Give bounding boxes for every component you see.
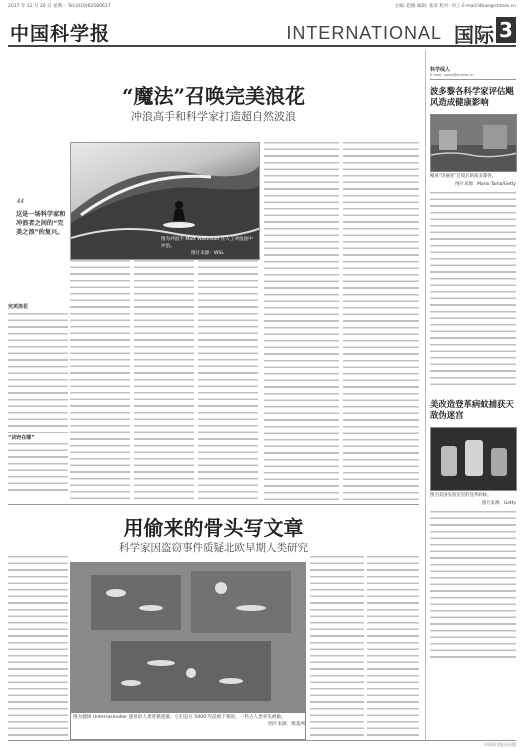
sidebar-story1-text [430, 192, 516, 387]
section-head-2: “诀窍在哪” [8, 434, 35, 441]
mosquito-lab-image [431, 428, 517, 491]
article2-subtitle: 科学家因盗窃事件质疑北欧早期人类研究 [119, 542, 308, 554]
section-head-1: 完美浪花 [8, 304, 29, 310]
sidebar-story1-credit: 图片来源：Mario Tama/Getty [455, 182, 516, 187]
sidebar-email: E-mail: xwsb@stimes.cn [430, 73, 474, 77]
section-name-en: INTERNATIONAL [286, 23, 442, 43]
article2-column-5 [367, 556, 419, 740]
sidebar [425, 50, 516, 740]
pull-quote: “ 这是一场科学家和冲浪者之间的“完美之浪”的复兴。 [16, 200, 68, 237]
sidebar-section-label: 科学线人 E-mail: xwsb@stimes.cn [430, 66, 516, 80]
article1-column-1 [8, 260, 68, 500]
article1-column-2 [70, 260, 130, 500]
article1-title: “魔法”召唤完美浪花 [121, 84, 305, 108]
sidebar-story2-text [430, 511, 516, 661]
article1-column-4 [198, 260, 258, 500]
masthead [8, 13, 516, 47]
sidebar-story1-photo [430, 114, 517, 172]
article1-column-6 [343, 142, 419, 500]
flood-image [431, 115, 517, 172]
excavation-image [71, 563, 306, 713]
article2-column-1 [8, 556, 68, 740]
article-divider [8, 504, 419, 505]
sidebar-story1-caption: 飓风“玛丽亚”过境后的波多黎各。 [430, 174, 497, 179]
sidebar-story2-caption: 图为美国实验室里的登革病蚊。 [430, 493, 492, 498]
dateline-bar [8, 3, 516, 9]
section-name-cn: 国际 [454, 23, 494, 47]
footer: 中国科学报社出版 [8, 740, 516, 748]
dateline-right: 主编: 赵路 编辑: 张章 校对: 何工 E-mail:ldhao@stimes.cn [394, 4, 516, 9]
page-number: 3 [496, 17, 516, 43]
dateline-left: 2017 年 11 月 20 日 星期一 Tel:(010)62580617 [8, 4, 111, 9]
sidebar-story2-photo [430, 427, 517, 491]
quote-mark-icon: “ [16, 197, 26, 213]
article1-subtitle: 冲浪高手和科学家打造超自然波浪 [131, 110, 296, 123]
article2-photo [70, 562, 306, 740]
sidebar-story1-title: 波多黎各科学家评估飓风造成健康影响 [430, 86, 514, 107]
main-content [8, 50, 419, 740]
sidebar-story2-title: 美改造登革病蚊捕获天敌伪迷宫 [430, 399, 514, 420]
article1-photo [70, 142, 260, 260]
sidebar-story2-credit: 图片来源：Getty [481, 501, 516, 506]
article1-column-3 [134, 260, 194, 500]
article2-photo-caption: 图为德国 Unterrasmoller 遗址的人类骨骼遗骸。它们是在 5000 年前被下葬的，一些古人类骨头被偷。 [73, 715, 286, 720]
article2-caption-box [71, 713, 306, 740]
article1-column-5 [264, 142, 339, 500]
article2-title: 用偷来的骨头写文章 [123, 516, 304, 540]
article2-photo-credit: 图片来源：维基网 [268, 721, 305, 727]
article2-column-4 [310, 556, 364, 740]
article1-photo-credit: 图片来源：WSL [191, 251, 224, 256]
newspaper-logo: 中国科学报 [10, 23, 111, 45]
article1-photo-caption: 图为冲浪手 Matt Wilkinson 在人工冲浪池中冲浪。 [161, 237, 253, 249]
